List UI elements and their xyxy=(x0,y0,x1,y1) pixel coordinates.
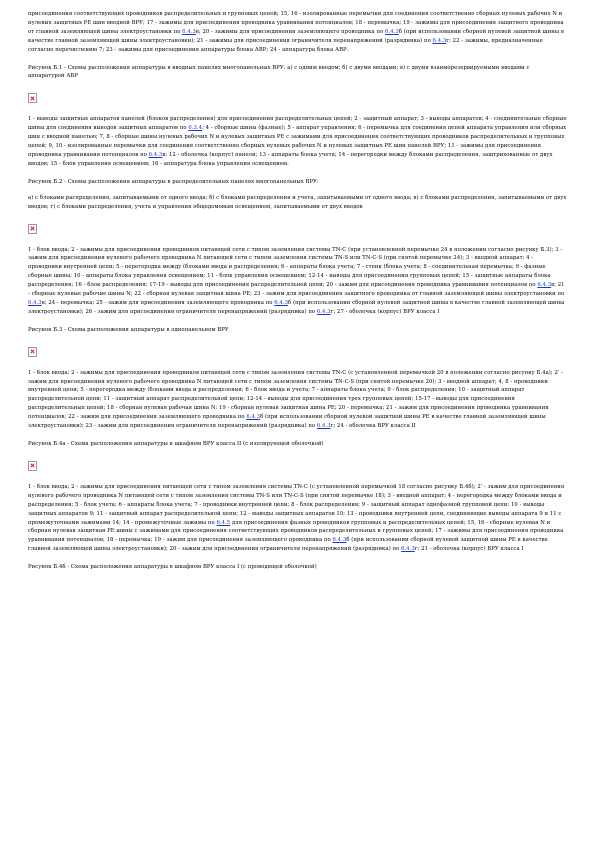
broken-image-icon xyxy=(28,93,37,103)
section-link[interactable]: 6.4.3 xyxy=(148,151,163,158)
figure-caption-b1: Рисунок Б.1 - Схемы расположения аппаратуры в вводных панелях многопанельных ВРУ: а) с одним вводом; б) с двумя вводами; в) с двумя взаиморезервируемыми вводами с аппаратурой АВР xyxy=(28,64,530,80)
figure-caption-b4b: Рисунок Б.4б - Схема расположения аппаратуры в шкафном ВРУ класса I (с проводящей оболочкой) xyxy=(28,564,317,571)
broken-image-icon xyxy=(28,224,37,234)
section-link[interactable]: 6.4.3 xyxy=(385,28,399,35)
section-link[interactable]: 6.4.3 xyxy=(537,282,552,289)
section-link[interactable]: 6.4.3 xyxy=(432,37,447,44)
section-link[interactable]: 6.4.3 xyxy=(274,299,288,306)
section-link[interactable]: 6.4.3 xyxy=(316,423,331,430)
section-link[interactable]: 6.4.3 xyxy=(401,546,415,553)
section-link[interactable]: 6.3.4 xyxy=(188,125,203,132)
text-block-legend-b1: 1 - выводы защитных аппаратов панелей (блоков распределения) для присоединения распределительных цепей; 2 - защитный аппарат; 3 - выводы аппаратов; 4 - соединительные сборные шины для соединения выводов защитных аппаратов по 6.3.4; 4 - сборные шины (фазные); 5 - аппарат управления; 6 - перемычка для соединения цепей аппарата управления или сборных шин с вводной панелью; 7, 8 - сборные шины нулевых рабочих N и нулевых защитных PE с зажимами для присоединения соответствующих проводников распределительных и групповых цепей; 9, 10 - изолированные перемычки для соединения соответственно сборных нулевых рабочих N и нулевых защитных PE шин панелей ВРУ; 11 - зажимы для присоединения проводника уравнивания потенциалов по 6.4.3в; 12 - оболочка (корпус) панели; 13 - аппараты блока учета; 14 - перегородки между блоками распределения, заштрихованные от двух вводов; 15 - блок управления освещением; 16 - аппаратура блока управления освещением. xyxy=(28,116,567,167)
figure-caption-b4a: Рисунок Б.4а - Схема расположения аппаратуры в шкафном ВРУ класса II (с изолирующей оболочкой) xyxy=(28,441,324,447)
text-block-continuation: присоединения соответствующих проводников распределительных и групповых цепей; 15, 16 - изолированные перемычки для соединения соответственно сборных нулевых рабочих N и нулевых защитных PE шин вводной ВРУ; 17 - зажимы для присоединения проводника уравнивания потенциалов; 18 - перемычка; 19 - зажимы для присоединения защитного проводника от главной заземляющей шины электроустановки по 6.4.3в; 20 - зажимы для присоединения заземляющего проводника по 6.4.3б (при использовании сборной нулевой защитной шины в качестве главной заземляющей шины электроустановки); 21 - зажимы для присоединения ограничителя перенапряжений (разрядника) по 6.4.3г; 22 - зажимы, предназначенные согласно перечислению 7; 23 - зажимы для присоединения аппаратуры блока АВР; 24 - аппаратура блока АВР. xyxy=(28,11,564,53)
text-block-legend-b3: 1 - блок ввода; 2 - зажимы для присоединения проводников питающей сети с типом заземления системы TN-C (при установленной перемычке 24 в положении согласно рисунку Б.3); 3 - зажим для присоединения нулевого рабочего проводника N питающей сети с типом заземления системы TN-S или TN-C-S (при снятой перемычке 24); 3 - вводной аппарат; 4 - проводники внутренней цепи; 5 - перегородка между (блоками ввода и распределения; 6 - аппараты блока учета; 7 - стенк (блока учета; 8 - соединительная перемычка; 9 - фазные сборные шины; 10 - аппараты блока управления освещением; 11 - блок управления освещением; 12-14 - выводы для присоединения групповых цепей; 15 - защитные аппараты блока распределения; 16 - блок распределения; 17-19 - выводы для присоединения распределительной цепи; 20 - зажим для присоединения проводника уравнивания потенциалов по 6.4.3в; 21 - сборные нулевые рабочие шины N; 22 - сборная нулевая защитная шина PE; 23 - зажим для присоединения защитного проводника от главной заземляющей шины электроустановки по 6.4.3в; 24 - перемычка; 25 - зажим для присоединения заземляющего проводника по 6.4.3б (при использовании сборной нулевой защитной шины в качестве главной заземляющей шины электроустановки); 26 - зажим для присоединения ограничителя перенапряжений (разрядника) по 6.4.3г; 27 - оболочка (корпус) ВРУ класса I xyxy=(28,246,565,315)
broken-image-icon xyxy=(28,461,37,471)
text-block-legend-b4a: 1 - блок ввода; 2 - зажимы для присоединения проводников питающей сети с типом заземления системы TN-C (с установленной перемычкой 20 в положении согласно рисунку Б.4а); 2' - зажим для присоединения нулевого рабочего проводника N питающей сети с типом заземления системы TN-C-S (при снятой перемычке 20); 3 - вводной аппарат; 4, 8 - проводники внутренней цепи; 5 - перегородка между (блоками ввода и распределения; 6 - блок ввода и учета; 7 - аппараты блока учета; 9 - блок распределения; 10 - защитный аппарат распределительной цепи; 11 - защитный аппарат распределительной цепи; 12-14 - выводы для присоединения трех групповых цепей; 15-17 - выводы для присоединения распределительных цепей; 18 - сборная нулевая рабочая шина N; 19 - сборная нулевая защитная шина PE; 20 - перемычка; 21 - зажим для присоединения проводника уравнивания потенциалов; 22 - зажим для присоединения заземляющего проводника по 6.4.3б (при использовании сборной нулевой защитной шины PE в качестве главной заземляющей шины электроустановки); 23 - зажим для присоединения ограничителя перенапряжений (разрядника) по 6.4.3г; 24 - оболочка ВРУ класса II xyxy=(28,369,563,430)
section-link[interactable]: 6.4.3 xyxy=(246,414,261,421)
text-block-legend-b4b: 1 - блок ввода; 2 - зажимы для присоединения питающей сети с типом заземления системы TN-C (с установленной перемычкой 18 согласно рисунку Б.4б); 2' - зажим для присоединения нулевого рабочего проводника N питающей сети с типом заземления системы TN-S или TN-C-S (при снятой перемычке 18); 3 - вводной аппарат; 4 - перегородка между блоками ввода и распределения; 5 - блок учета; 6 - аппараты блока учета; 7 - проводники внутренней цепи; 8 - блок распределения; 9 - защитный аппарат однофазной групповой цепи; 10 - выводы защитных аппаратов 9; 11 - защитный аппарат распределительной цепи; 12 - выводы защитных аппаратов 10; 13 - проводники внутренней цепи, соединяющие выводы аппарата 9 и 11 с промежуточными зажимами 14; 14 - промежуточные зажимы по 6.4.5 для присоединения фазных проводников групповых и распределительных цепей; 15, 16 - сборные нулевая N и сборная нулевая защитная PE шины с зажимами для присоединения соответствующих проводников распределительных и групповых цепей; 17 - зажимы для присоединения проводника уравнивания потенциалов; 18 - перемычка; 19 - зажим для присоединения заземляющего проводника по 6.4.3б (при использовании сборной нулевой защитной шины PE в качестве главной заземляющей шины электроустановки); 20 - зажим для присоединения ограничителя перенапряжений (разрядника) по 6.4.3г; 21 - оболочка (корпус) ВРУ класса I xyxy=(28,483,565,553)
section-link[interactable]: 6.4.5 xyxy=(216,519,231,526)
figure-caption-b2: Рисунок Б.2 - Схемы расположения аппаратуры в распределительных панелях многопанельных ВРУ: xyxy=(28,178,319,185)
section-link[interactable]: 6.4.3 xyxy=(182,28,196,35)
broken-image-icon xyxy=(28,347,37,357)
section-link[interactable]: 6.4.3 xyxy=(28,299,42,306)
text-block-b2-variants: а) с блоками распределения, запитываемыми от одного ввода; б) с блоками распределения и учета, запитываемыми от одного ввода; в) с блоками распределения, запитываемыми от двух вводов; г) с блоками распределения, учета и управления общедомовым освещением, запитываемыми от двух вводов xyxy=(28,194,567,210)
section-link[interactable]: 6.4.3 xyxy=(332,537,347,544)
figure-caption-b3: Рисунок Б.3 - Схема расположения аппаратуры в однопанельном ВРУ xyxy=(28,326,229,333)
section-link[interactable]: 6.4.3 xyxy=(316,308,331,315)
